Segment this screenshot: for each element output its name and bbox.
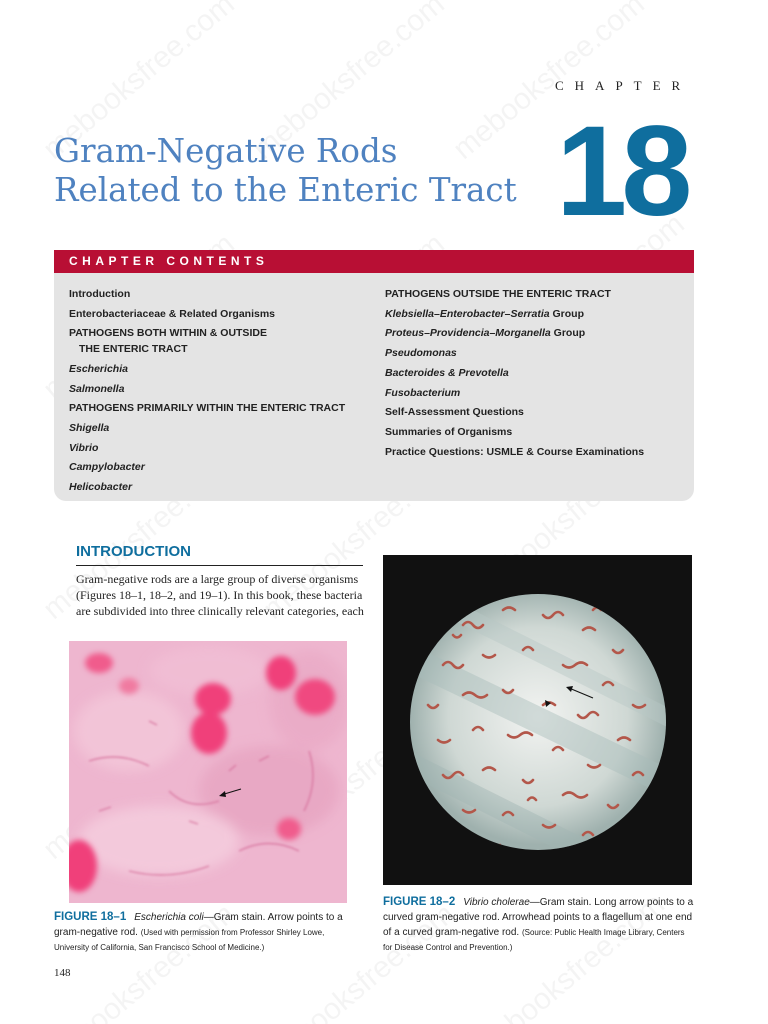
contents-entry: Escherichia <box>69 362 128 375</box>
figure-label: FIGURE 18–1 <box>54 911 127 923</box>
contents-entry: Pseudomonas <box>385 347 457 360</box>
contents-entry: Proteus–Providencia–Morganella <box>385 327 551 340</box>
figure-18-1-caption <box>54 910 359 955</box>
contents-entry: Introduction <box>69 288 131 300</box>
figure-caption-text: —Gram stain. Arrow points to a gram-negative rod. <box>54 912 343 938</box>
chapter-number: 18 <box>556 100 687 243</box>
contents-entry-suffix: Group <box>550 327 586 340</box>
contents-entry: Practice Questions: USMLE & Course Examinations <box>385 445 645 458</box>
contents-entry-suffix: Group <box>549 307 585 320</box>
contents-entry: PATHOGENS OUTSIDE THE ENTERIC TRACT <box>385 288 611 300</box>
contents-entry: THE ENTERIC TRACT <box>79 343 188 356</box>
chapter-title: Gram-Negative Rods Related to the Enteric Tract <box>54 132 517 209</box>
figure-organism: Vibrio cholerae <box>463 897 530 908</box>
contents-entry: Self-Assessment Questions <box>385 406 524 419</box>
introduction-heading: INTRODUCTION <box>76 543 363 566</box>
figure-18-2-caption <box>383 895 695 955</box>
contents-entry: Helicobacter <box>69 481 133 494</box>
contents-entry: Salmonella <box>69 382 125 395</box>
chapter-contents-box <box>54 273 694 501</box>
contents-entry: Bacteroides & Prevotella <box>385 366 509 379</box>
figure-label: FIGURE 18–2 <box>383 896 456 908</box>
chapter-contents-heading: CHAPTER CONTENTS <box>54 250 694 273</box>
figure-18-1-micrograph <box>69 641 347 903</box>
contents-entry: PATHOGENS BOTH WITHIN & OUTSIDE <box>69 327 267 340</box>
contents-entry: Enterobacteriaceae & Related Organisms <box>69 307 276 320</box>
contents-entry: Summaries of Organisms <box>385 425 513 438</box>
figure-caption-text: —Gram stain. Long arrow points to a curved gram-negative rod. Arrowhead points to a flagellum at one end of a curved gram-negative rod. <box>383 897 694 938</box>
contents-entry: Campylobacter <box>69 461 145 474</box>
contents-entry: Vibrio <box>69 441 99 454</box>
page-number: 148 <box>54 967 71 979</box>
figure-18-2-micrograph <box>383 555 692 885</box>
contents-left-column <box>69 285 345 498</box>
introduction-paragraph: Gram-negative rods are a large group of diverse organisms (Figures 18–1, 18–2, and 19–1). In this book, these bacteria are subdivided into three clinically relevant categories, each <box>76 572 364 618</box>
figure-organism: Escherichia coli <box>134 912 204 923</box>
contents-right-column <box>385 285 644 462</box>
chapter-label: CHAPTER <box>555 78 692 93</box>
contents-entry: Shigella <box>69 421 110 434</box>
figure-credit: (Used with permission from Professor Shirley Lowe, University of California, San Francisco School of Medicine.) <box>54 928 325 952</box>
contents-entry: Fusobacterium <box>385 386 461 399</box>
contents-entry: PATHOGENS PRIMARILY WITHIN THE ENTERIC TRACT <box>69 402 346 415</box>
contents-entry: Klebsiella–Enterobacter–Serratia <box>385 307 550 320</box>
figure-credit: (Source: Public Health Image Library, Centers for Disease Control and Prevention.) <box>383 928 685 952</box>
